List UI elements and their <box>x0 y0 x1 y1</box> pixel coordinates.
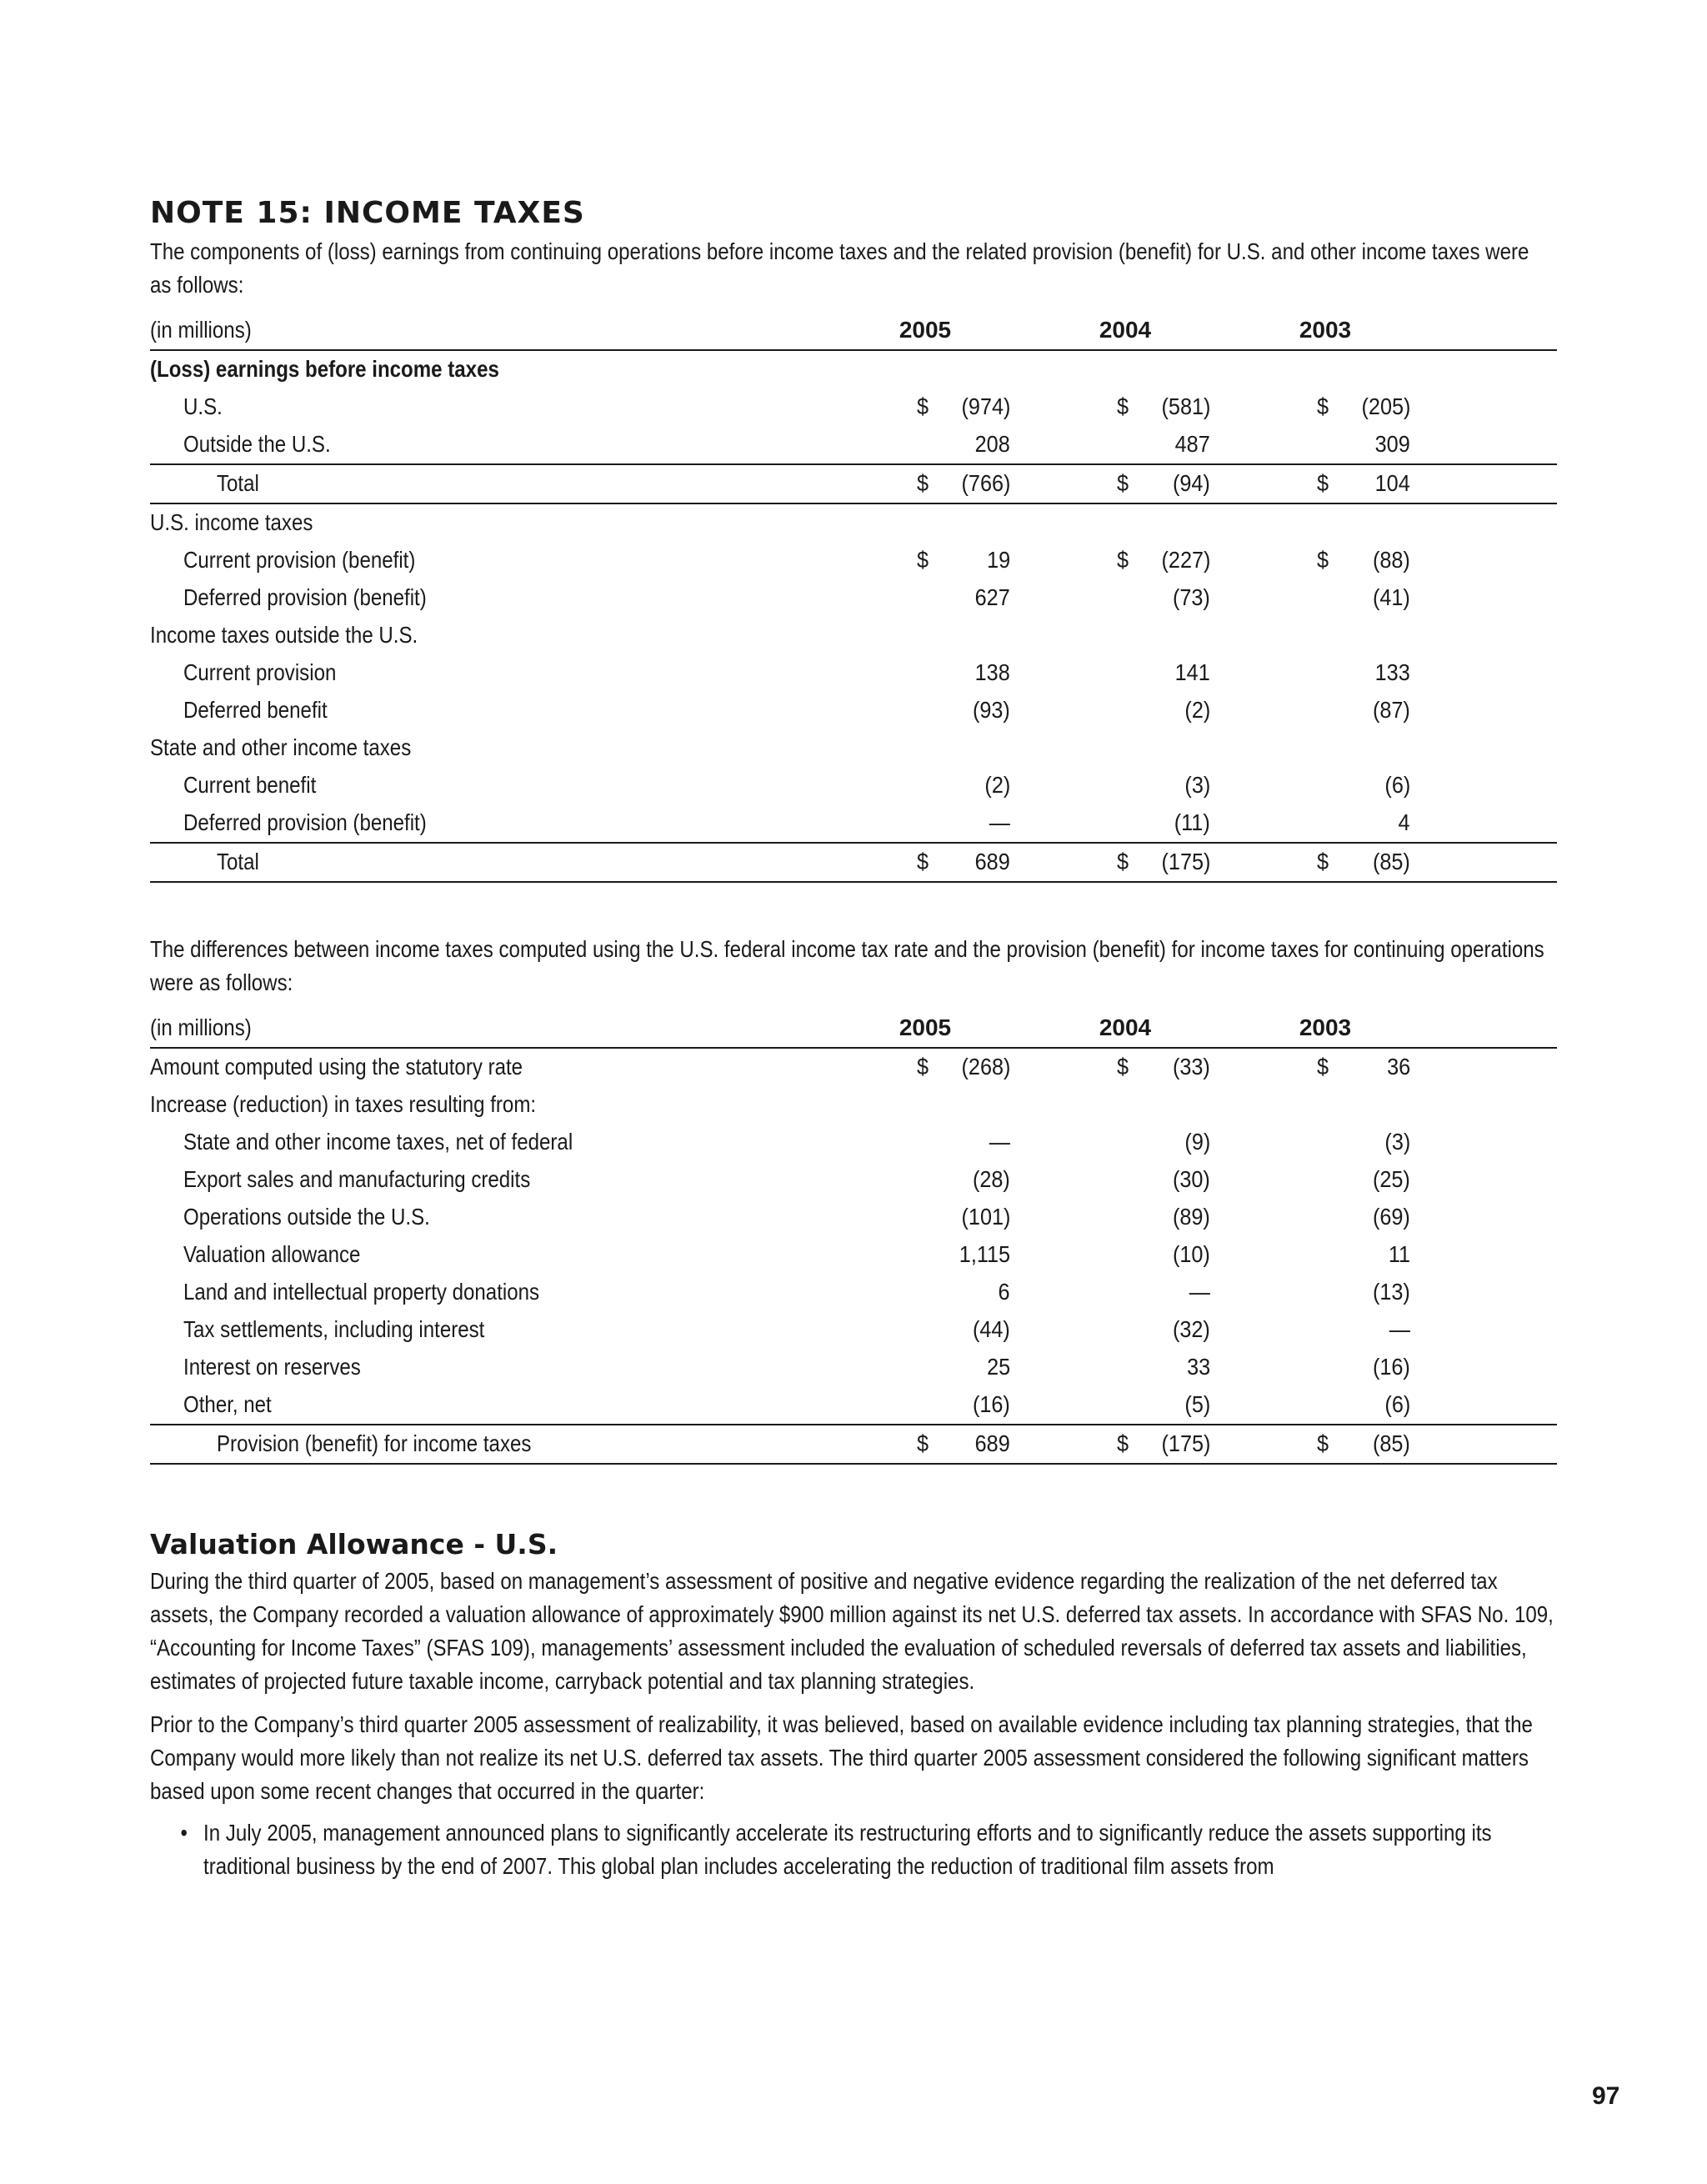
table-row <box>150 388 1557 426</box>
amount-cell <box>1100 503 1300 542</box>
currency-symbol <box>1117 697 1130 724</box>
row-label: Current provision (benefit) <box>183 547 416 574</box>
amount-value: 309 <box>1374 431 1410 458</box>
currency-symbol <box>917 697 930 724</box>
row-label: Interest on reserves <box>183 1354 361 1380</box>
amount-cell <box>900 1274 1100 1311</box>
currency-symbol <box>1117 659 1130 686</box>
table-row <box>150 1161 1557 1199</box>
amount-value: (30) <box>1173 1166 1210 1193</box>
amount-value: (28) <box>973 1166 1010 1193</box>
amount-cell <box>1300 1274 1500 1311</box>
amount-cell <box>900 464 1100 503</box>
amount-cell <box>1300 1124 1500 1161</box>
amount-cell <box>1300 579 1500 617</box>
currency-symbol: $ <box>1317 547 1329 574</box>
bullet-list <box>150 1816 1557 1883</box>
currency-symbol <box>917 1166 930 1193</box>
currency-symbol: $ <box>1317 470 1329 497</box>
amount-cell <box>1100 692 1300 729</box>
amount-cell <box>900 1048 1100 1086</box>
currency-symbol: $ <box>1117 1430 1129 1457</box>
amount-cell <box>1100 843 1300 882</box>
amount-cell <box>1100 1386 1300 1425</box>
row-label: Land and intellectual property donations <box>183 1279 540 1305</box>
amount-cell <box>900 426 1100 464</box>
row-label: Amount computed using the statutory rate <box>150 1054 523 1080</box>
amount-value: (974) <box>961 393 1010 420</box>
amount-value: (16) <box>1373 1354 1410 1380</box>
table-row <box>150 692 1557 729</box>
amount-cell <box>1300 1236 1500 1274</box>
amount-value: (94) <box>1173 470 1210 497</box>
amount-value: 689 <box>974 849 1010 875</box>
valuation-paragraph-2: Prior to the Company’s third quarter 2005 assessment of realizability, it was believed, based on available evidence including tax planning strategies, that the Company would more likely than not realize its net U.S. deferred tax assets. The third quarter 2005 assessment considered the following significant matters based upon some recent changes that occurred in the quarter: <box>150 1711 1533 1804</box>
currency-symbol <box>1117 1391 1130 1418</box>
currency-symbol: $ <box>917 1054 929 1080</box>
currency-symbol: $ <box>1117 470 1129 497</box>
amount-cell <box>1300 843 1500 882</box>
currency-symbol: $ <box>1317 1430 1329 1457</box>
currency-symbol <box>917 809 930 836</box>
amount-value: 36 <box>1386 1054 1410 1080</box>
amount-cell <box>900 1199 1100 1236</box>
currency-symbol <box>917 1316 930 1343</box>
amount-cell <box>1300 729 1500 767</box>
currency-symbol <box>1117 1316 1130 1343</box>
amount-value: (25) <box>1373 1166 1410 1193</box>
amount-cell <box>1100 350 1300 388</box>
amount-value: (268) <box>961 1054 1010 1080</box>
amount-cell <box>1300 1386 1500 1425</box>
row-label: Other, net <box>183 1391 272 1418</box>
amount-cell <box>1100 1124 1300 1161</box>
row-label: Deferred provision (benefit) <box>183 809 427 836</box>
year-header: 2003 <box>1300 1009 1500 1048</box>
currency-symbol <box>1117 1129 1130 1155</box>
year-header: 2005 <box>900 312 1100 350</box>
row-label: Deferred benefit <box>183 697 328 724</box>
amount-cell <box>900 350 1100 388</box>
amount-value: (6) <box>1384 1391 1410 1418</box>
currency-symbol <box>917 1354 930 1380</box>
row-label: (Loss) earnings before income taxes <box>150 356 499 383</box>
amount-cell <box>1100 804 1300 843</box>
table-row <box>150 426 1557 464</box>
row-label: Total <box>150 843 900 882</box>
amount-cell <box>900 1161 1100 1199</box>
amount-cell <box>1300 617 1500 654</box>
amount-cell <box>1300 426 1500 464</box>
note-title: NOTE 15: INCOME TAXES <box>150 196 585 230</box>
currency-symbol: $ <box>917 547 929 574</box>
amount-value: (766) <box>961 470 1010 497</box>
header-label: (in millions) <box>150 1009 900 1048</box>
amount-value: (3) <box>1384 1129 1410 1155</box>
amount-cell <box>900 804 1100 843</box>
table-row <box>150 804 1557 843</box>
currency-symbol <box>1117 772 1130 799</box>
amount-cell <box>900 843 1100 882</box>
amount-value: (2) <box>984 772 1010 799</box>
amount-cell <box>1100 729 1300 767</box>
amount-value: (227) <box>1161 547 1210 574</box>
amount-value: (32) <box>1173 1316 1210 1343</box>
currency-symbol: $ <box>1317 849 1329 875</box>
amount-value: 208 <box>974 431 1010 458</box>
currency-symbol <box>1317 659 1330 686</box>
row-label: Provision (benefit) for income taxes <box>150 1425 900 1464</box>
currency-symbol: $ <box>917 1430 929 1457</box>
currency-symbol <box>1317 1204 1330 1230</box>
currency-symbol <box>1317 772 1330 799</box>
currency-symbol <box>1117 1279 1130 1305</box>
differences-paragraph: The differences between income taxes computed using the U.S. federal income tax rate and the provision (benefit) for income taxes for continuing operations were as follows: <box>150 935 1544 995</box>
currency-symbol: $ <box>917 849 929 875</box>
currency-symbol <box>1117 431 1130 458</box>
currency-symbol <box>1117 1204 1130 1230</box>
amount-value: 487 <box>1174 431 1210 458</box>
amount-value: 689 <box>974 1430 1010 1457</box>
amount-cell <box>1100 1236 1300 1274</box>
amount-value: (101) <box>961 1204 1010 1230</box>
amount-value: (16) <box>973 1391 1010 1418</box>
tax-rate-reconciliation-table <box>150 1009 1557 1465</box>
amount-cell <box>1300 654 1500 692</box>
amount-cell <box>1100 1199 1300 1236</box>
row-label: Tax settlements, including interest <box>183 1316 485 1343</box>
amount-cell <box>1100 617 1300 654</box>
amount-cell <box>1100 654 1300 692</box>
currency-symbol <box>1317 1354 1330 1380</box>
amount-cell <box>1100 1274 1300 1311</box>
amount-cell <box>900 692 1100 729</box>
amount-cell <box>900 1124 1100 1161</box>
amount-cell <box>900 1311 1100 1349</box>
row-label: Outside the U.S. <box>183 431 331 458</box>
currency-symbol <box>1117 809 1130 836</box>
currency-symbol: $ <box>1117 1054 1129 1080</box>
currency-symbol <box>917 1241 930 1268</box>
table-row <box>150 1048 1557 1086</box>
currency-symbol <box>1117 584 1130 611</box>
amount-cell <box>1300 464 1500 503</box>
amount-cell <box>1300 1199 1500 1236</box>
row-label: Valuation allowance <box>183 1241 361 1268</box>
row-label: Income taxes outside the U.S. <box>150 622 418 649</box>
total-row <box>150 1425 1557 1464</box>
amount-value: (175) <box>1161 849 1210 875</box>
amount-value: — <box>989 1129 1010 1155</box>
amount-value: (2) <box>1184 697 1210 724</box>
amount-cell <box>900 767 1100 804</box>
amount-cell <box>900 617 1100 654</box>
amount-value: (205) <box>1361 393 1410 420</box>
intro-paragraph: The components of (loss) earnings from continuing operations before income taxes and the related provision (benefit) for U.S. and other income taxes were as follows: <box>150 238 1529 298</box>
amount-value: (5) <box>1184 1391 1210 1418</box>
currency-symbol <box>1317 1129 1330 1155</box>
table-row <box>150 767 1557 804</box>
amount-cell <box>900 1349 1100 1386</box>
amount-cell <box>1100 1086 1300 1124</box>
amount-cell <box>1100 1048 1300 1086</box>
row-label: State and other income taxes <box>150 734 412 761</box>
amount-cell <box>900 579 1100 617</box>
amount-cell <box>900 503 1100 542</box>
amount-value: (33) <box>1173 1054 1210 1080</box>
currency-symbol: $ <box>1117 849 1129 875</box>
table-row <box>150 617 1557 654</box>
amount-value: (89) <box>1173 1204 1210 1230</box>
currency-symbol <box>1317 1166 1330 1193</box>
amount-value: — <box>1189 1279 1210 1305</box>
year-header: 2005 <box>900 1009 1100 1048</box>
valuation-paragraph-1: During the third quarter of 2005, based on management’s assessment of positive and negative evidence regarding the realization of the net deferred tax assets, the Company recorded a valuation allowance of approximately $900 million against its net U.S. deferred tax assets. In accordance with SFAS No. 109, “Accounting for Income Taxes” (SFAS 109), managements’ assessment included the evaluation of scheduled reversals of deferred tax assets and liabilities, estimates of projected future taxable income, carryback potential and tax planning strategies. <box>150 1567 1554 1694</box>
amount-cell <box>900 1086 1100 1124</box>
currency-symbol <box>1317 1279 1330 1305</box>
currency-symbol: $ <box>917 393 929 420</box>
amount-cell <box>1300 1349 1500 1386</box>
currency-symbol: $ <box>1117 547 1129 574</box>
amount-cell <box>1100 579 1300 617</box>
row-label: Current provision <box>183 659 337 686</box>
currency-symbol <box>917 584 930 611</box>
amount-cell <box>1100 1349 1300 1386</box>
amount-value: (69) <box>1373 1204 1410 1230</box>
currency-symbol <box>1117 1241 1130 1268</box>
amount-cell <box>1300 692 1500 729</box>
amount-value: 1,115 <box>959 1241 1010 1268</box>
amount-value: (41) <box>1373 584 1410 611</box>
currency-symbol: $ <box>1317 1054 1329 1080</box>
amount-cell <box>1300 350 1500 388</box>
amount-value: 133 <box>1374 659 1410 686</box>
currency-symbol <box>1317 809 1330 836</box>
amount-value: 25 <box>986 1354 1010 1380</box>
amount-cell <box>900 1386 1100 1425</box>
currency-symbol <box>1317 697 1330 724</box>
currency-symbol <box>1117 1166 1130 1193</box>
table-row <box>150 1386 1557 1425</box>
amount-cell <box>1300 767 1500 804</box>
page-number: 97 <box>1592 2082 1620 2110</box>
amount-cell <box>900 1236 1100 1274</box>
header-label: (in millions) <box>150 312 900 350</box>
table-header-row <box>150 312 1557 350</box>
table-row <box>150 654 1557 692</box>
amount-cell <box>900 729 1100 767</box>
year-header: 2003 <box>1300 312 1500 350</box>
currency-symbol: $ <box>1317 393 1329 420</box>
amount-value: 138 <box>974 659 1010 686</box>
amount-cell <box>900 1425 1100 1464</box>
amount-value: 104 <box>1374 470 1410 497</box>
amount-cell <box>1300 542 1500 579</box>
amount-value: (73) <box>1173 584 1210 611</box>
amount-cell <box>1300 804 1500 843</box>
table-row <box>150 729 1557 767</box>
amount-cell <box>1100 388 1300 426</box>
currency-symbol <box>1117 1354 1130 1380</box>
table-row <box>150 1124 1557 1161</box>
amount-cell <box>1100 1161 1300 1199</box>
bullet-item: • In July 2005, management announced plans to significantly accelerate its restructuring efforts and to significantly reduce the assets supporting its traditional business by the end of 2007. This global plan includes accelerating the reduction of traditional film assets from <box>203 1816 1519 1883</box>
currency-symbol <box>1317 584 1330 611</box>
row-label: Operations outside the U.S. <box>183 1204 430 1230</box>
page-content <box>150 197 1557 1883</box>
year-header: 2004 <box>1100 1009 1300 1048</box>
amount-cell <box>1300 1425 1500 1464</box>
amount-value: (88) <box>1373 547 1410 574</box>
valuation-allowance-heading: Valuation Allowance - U.S. <box>150 1527 558 1560</box>
currency-symbol: $ <box>917 470 929 497</box>
currency-symbol <box>917 772 930 799</box>
amount-cell <box>900 542 1100 579</box>
table-row <box>150 1311 1557 1349</box>
currency-symbol <box>917 431 930 458</box>
table-row <box>150 542 1557 579</box>
total-row <box>150 464 1557 503</box>
currency-symbol <box>917 659 930 686</box>
amount-cell <box>1300 1311 1500 1349</box>
row-label: U.S. income taxes <box>150 509 313 536</box>
amount-value: (175) <box>1161 1430 1210 1457</box>
amount-value: (10) <box>1173 1241 1210 1268</box>
amount-value: (6) <box>1384 772 1410 799</box>
amount-cell <box>1100 1425 1300 1464</box>
amount-cell <box>1300 1086 1500 1124</box>
amount-value: 33 <box>1186 1354 1210 1380</box>
year-header: 2004 <box>1100 312 1300 350</box>
amount-value: (13) <box>1373 1279 1410 1305</box>
currency-symbol <box>917 1204 930 1230</box>
currency-symbol <box>1317 1316 1330 1343</box>
amount-cell <box>1100 767 1300 804</box>
amount-value: — <box>1389 1316 1410 1343</box>
table-row <box>150 1086 1557 1124</box>
row-label: Total <box>150 464 900 503</box>
amount-cell <box>900 654 1100 692</box>
table-row <box>150 579 1557 617</box>
amount-cell <box>1300 503 1500 542</box>
amount-cell <box>1300 388 1500 426</box>
currency-symbol <box>917 1129 930 1155</box>
amount-value: 627 <box>974 584 1010 611</box>
amount-value: 19 <box>986 547 1010 574</box>
table-row <box>150 503 1557 542</box>
row-label: Deferred provision (benefit) <box>183 584 427 611</box>
table-row <box>150 1236 1557 1274</box>
table-row <box>150 1349 1557 1386</box>
amount-cell <box>1100 1311 1300 1349</box>
row-label: State and other income taxes, net of federal <box>183 1129 573 1155</box>
amount-value: (3) <box>1184 772 1210 799</box>
row-label: Export sales and manufacturing credits <box>183 1166 531 1193</box>
amount-cell <box>900 388 1100 426</box>
amount-value: (87) <box>1373 697 1410 724</box>
currency-symbol <box>917 1391 930 1418</box>
table-header-row <box>150 1009 1557 1048</box>
row-label: Increase (reduction) in taxes resulting from: <box>150 1091 537 1118</box>
amount-cell <box>1300 1161 1500 1199</box>
amount-value: (11) <box>1174 809 1210 836</box>
amount-cell <box>1100 542 1300 579</box>
amount-cell <box>1100 426 1300 464</box>
amount-value: (85) <box>1373 849 1410 875</box>
income-components-table <box>150 312 1557 883</box>
currency-symbol <box>1317 1241 1330 1268</box>
table-row <box>150 350 1557 388</box>
amount-value: 6 <box>998 1279 1010 1305</box>
amount-value: (93) <box>973 697 1010 724</box>
amount-cell <box>1300 1048 1500 1086</box>
amount-value: 4 <box>1398 809 1410 836</box>
amount-value: (44) <box>973 1316 1010 1343</box>
currency-symbol <box>917 1279 930 1305</box>
currency-symbol <box>1317 431 1330 458</box>
total-row <box>150 843 1557 882</box>
currency-symbol <box>1317 1391 1330 1418</box>
amount-value: 141 <box>1174 659 1210 686</box>
currency-symbol: $ <box>1117 393 1129 420</box>
table-row <box>150 1199 1557 1236</box>
row-label: Current benefit <box>183 772 317 799</box>
amount-value: 11 <box>1388 1241 1410 1268</box>
amount-value: (581) <box>1161 393 1210 420</box>
amount-value: (9) <box>1184 1129 1210 1155</box>
table-row <box>150 1274 1557 1311</box>
amount-value: — <box>989 809 1010 836</box>
row-label: U.S. <box>183 393 223 420</box>
amount-cell <box>1100 464 1300 503</box>
amount-value: (85) <box>1373 1430 1410 1457</box>
